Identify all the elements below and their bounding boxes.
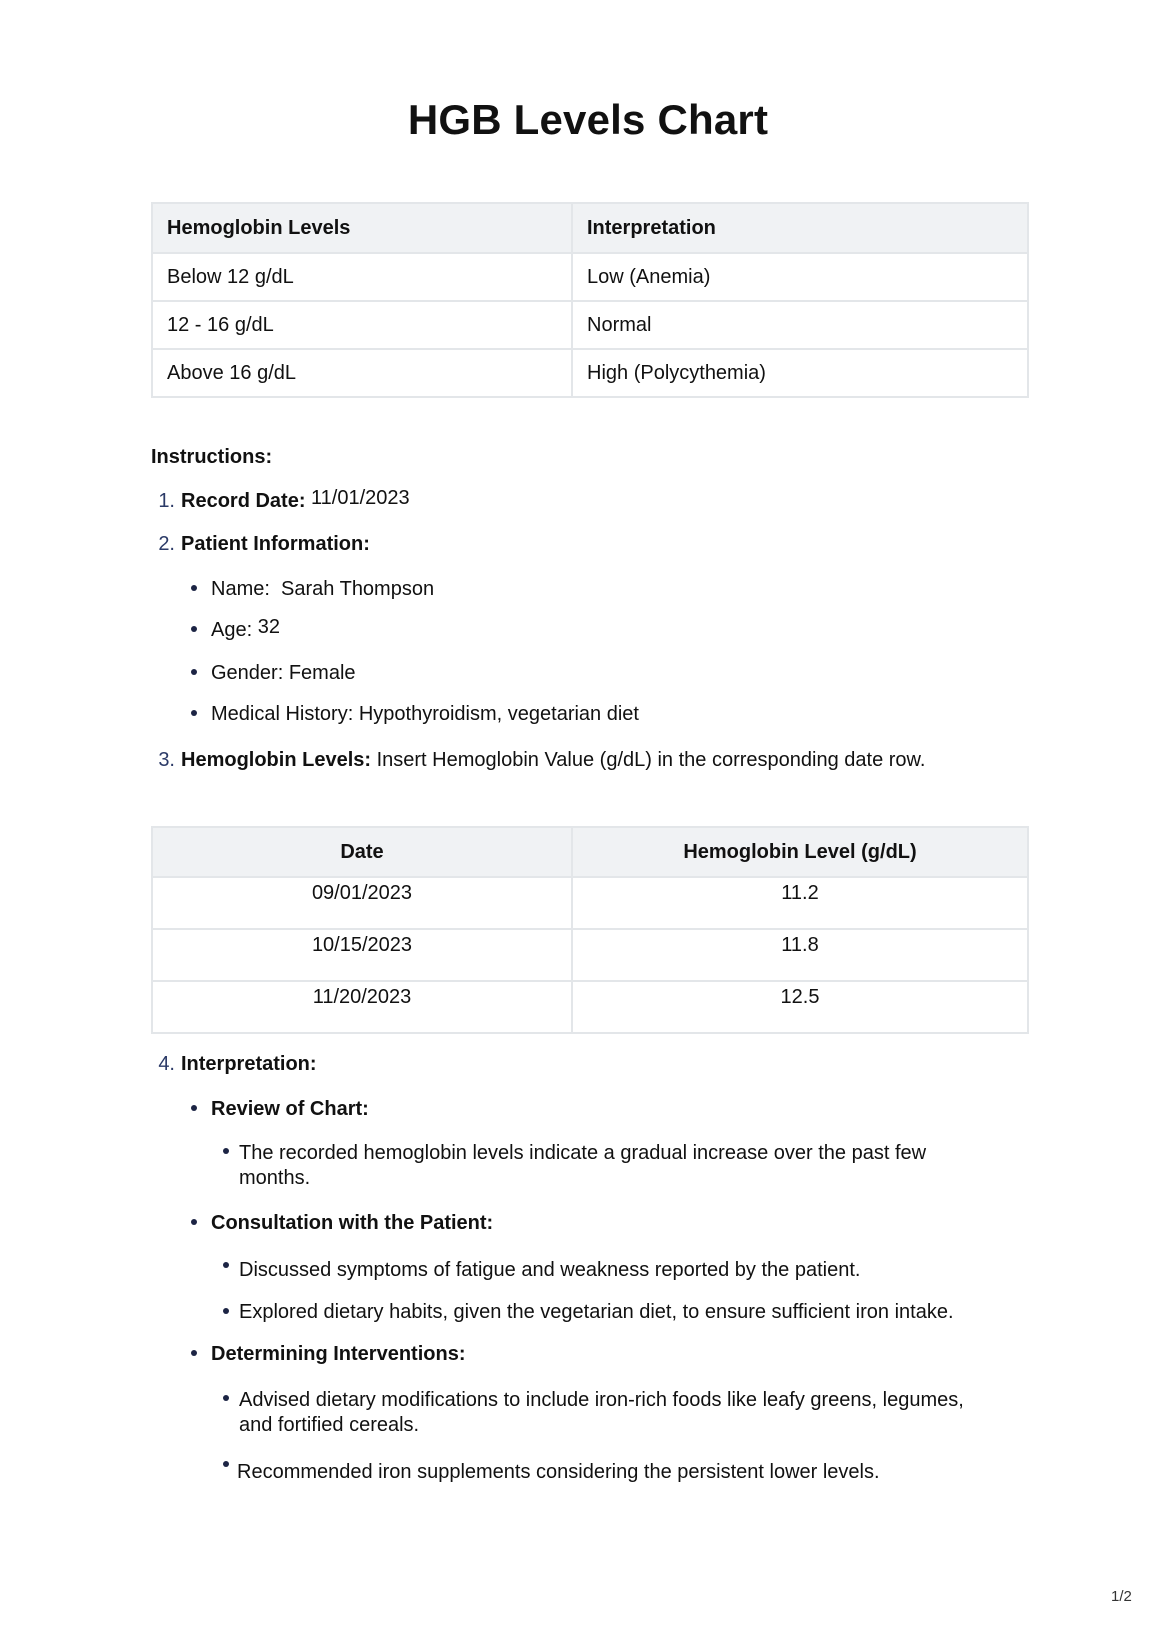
hgb-value-cell: 11.2 [572, 877, 1028, 929]
bullet-icon [191, 585, 197, 591]
consultation-point [223, 1259, 860, 1282]
point-text: Discussed symptoms of fatigue and weakness reported by the patient. [239, 1259, 861, 1281]
instruction-interpretation [151, 1053, 317, 1076]
bullet-icon [223, 1262, 229, 1268]
point-text: The recorded hemoglobin levels indicate a gradual increase over the past few months. [239, 1142, 927, 1189]
section-review-of-chart [191, 1098, 369, 1121]
instruction-hemoglobin-levels [151, 749, 925, 772]
patient-gender-value: Female [288, 662, 356, 684]
medical-history-value: Hypothyroidism, vegetarian diet [358, 703, 639, 725]
interpretation-cell: Normal [572, 301, 1028, 349]
date-cell: 10/15/2023 [152, 929, 572, 981]
table-header-row [152, 827, 1028, 877]
intervention-point [223, 1461, 880, 1484]
bullet-icon [223, 1461, 229, 1467]
page-title: HGB Levels Chart [407, 96, 769, 143]
header-date: Date [152, 827, 572, 877]
point-text: Explored dietary habits, given the vegetarian diet, to ensure sufficient iron intake. [239, 1301, 954, 1323]
patient-name [191, 578, 434, 601]
patient-age-label: Age: [211, 619, 253, 641]
level-cell: Below 12 g/dL [152, 253, 572, 301]
patient-gender-label: Gender: [211, 662, 284, 684]
bullet-icon [191, 626, 197, 632]
patient-gender [191, 662, 356, 685]
list-number: 4. [158, 1053, 175, 1075]
instruction-patient-info [151, 533, 370, 556]
interpretation-label: Interpretation: [181, 1053, 317, 1075]
table-row [152, 877, 1028, 929]
reference-table [151, 202, 1029, 398]
patient-name-value: Sarah Thompson [281, 578, 435, 600]
patient-info-label: Patient Information: [181, 533, 370, 555]
bullet-icon [191, 1105, 197, 1111]
interpretation-cell: Low (Anemia) [572, 253, 1028, 301]
page-number: 1/2 [1111, 1588, 1132, 1605]
instruction-record-date [151, 487, 410, 513]
table-header-row [152, 203, 1028, 253]
section-title: Determining Interventions: [211, 1343, 466, 1365]
patient-name-label: Name: [211, 578, 270, 600]
table-row [152, 929, 1028, 981]
review-point [223, 1141, 983, 1191]
patient-medical-history [191, 703, 639, 726]
hgb-value-cell: 12.5 [572, 981, 1028, 1033]
table-row [152, 981, 1028, 1033]
table-row [152, 301, 1028, 349]
hemoglobin-table [151, 826, 1029, 1034]
bullet-icon [223, 1148, 229, 1154]
consultation-point [223, 1301, 954, 1324]
patient-age [191, 616, 280, 642]
interpretation-cell: High (Polycythemia) [572, 349, 1028, 397]
hemoglobin-levels-label: Hemoglobin Levels: [181, 749, 372, 771]
hemoglobin-levels-text: Insert Hemoglobin Value (g/dL) in the corresponding date row. [376, 749, 926, 771]
bullet-icon [223, 1395, 229, 1401]
table-row [152, 349, 1028, 397]
instructions-heading: Instructions: [151, 446, 273, 468]
hgb-value-cell: 11.8 [572, 929, 1028, 981]
level-cell: Above 16 g/dL [152, 349, 572, 397]
header-hemoglobin-level: Hemoglobin Level (g/dL) [572, 827, 1028, 877]
header-hemoglobin-levels: Hemoglobin Levels [152, 203, 572, 253]
header-interpretation: Interpretation [572, 203, 1028, 253]
record-date-label: Record Date: [181, 490, 306, 512]
section-title: Consultation with the Patient: [211, 1212, 494, 1234]
point-text: Recommended iron supplements considering the persistent lower levels. [237, 1461, 880, 1483]
level-cell: 12 - 16 g/dL [152, 301, 572, 349]
medical-history-label: Medical History: [211, 703, 354, 725]
bullet-icon [191, 1350, 197, 1356]
list-number: 2. [158, 533, 175, 555]
section-consultation [191, 1212, 493, 1235]
intervention-point [223, 1388, 1003, 1438]
section-title: Review of Chart: [211, 1098, 369, 1120]
list-number: 3. [158, 749, 175, 771]
list-number: 1. [158, 490, 175, 512]
point-text: Advised dietary modifications to include iron-rich foods like leafy greens, legumes, and fortified cereals. [239, 1389, 964, 1436]
date-cell: 11/20/2023 [152, 981, 572, 1033]
record-date-value: 11/01/2023 [311, 487, 410, 509]
bullet-icon [223, 1308, 229, 1314]
section-interventions [191, 1343, 465, 1366]
bullet-icon [191, 1219, 197, 1225]
date-cell: 09/01/2023 [152, 877, 572, 929]
patient-age-value: 32 [257, 616, 280, 638]
bullet-icon [191, 710, 197, 716]
bullet-icon [191, 669, 197, 675]
table-row [152, 253, 1028, 301]
